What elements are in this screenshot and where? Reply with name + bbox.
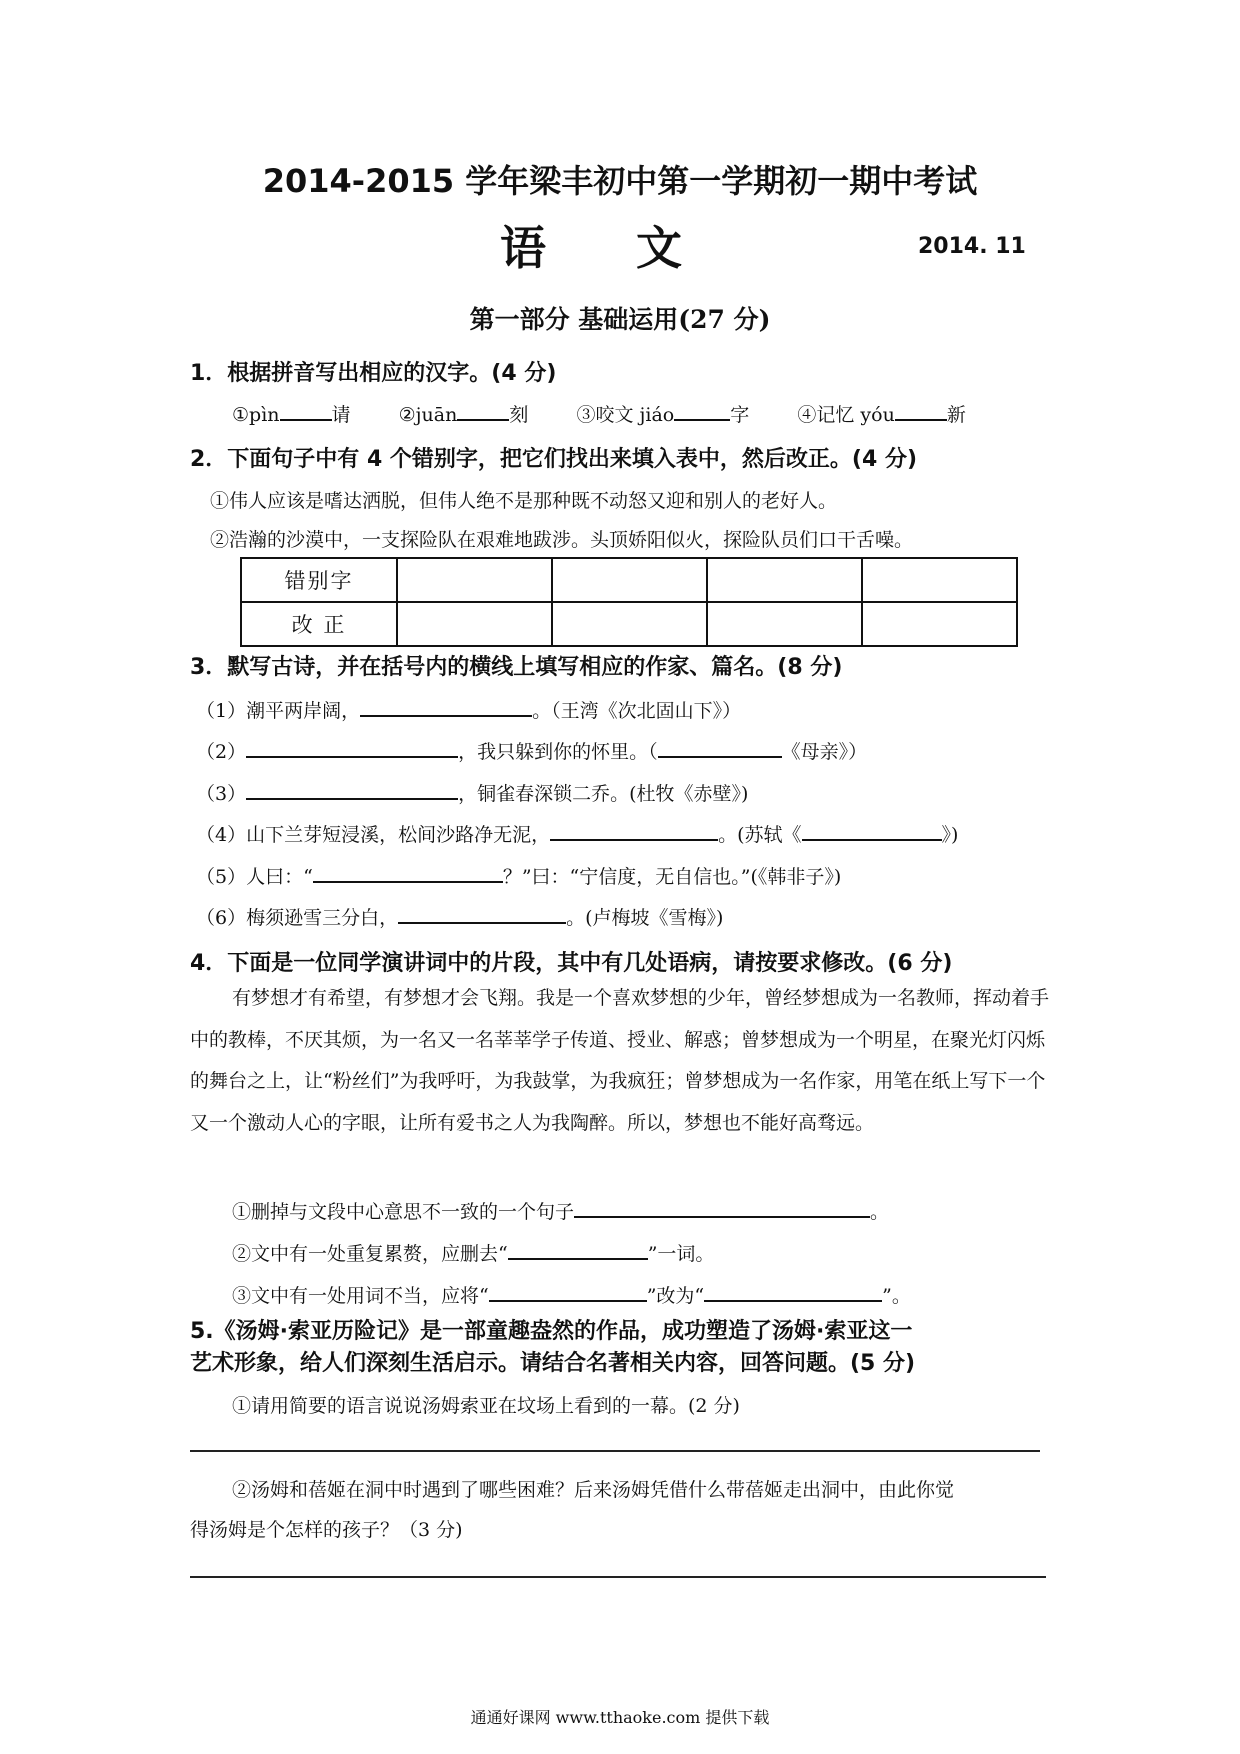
- q3-l3-text: ，铜雀春深锁二乔。(杜牧《赤壁》): [458, 783, 749, 805]
- part-title: 第一部分 基础运用(27 分): [469, 305, 771, 334]
- q3-l1-source: 。（王湾《次北固山下》）: [532, 700, 742, 722]
- q4-blank-2[interactable]: [508, 1240, 648, 1260]
- q3-l4-source: 。(苏轼《: [718, 824, 802, 846]
- q3-blank-2b[interactable]: [658, 738, 782, 758]
- q2-sentence-2: ②浩瀚的沙漠中，一支探险队在艰难地跋涉。头顶娇阳似火，探险队员们口干舌噪。: [210, 529, 914, 551]
- q3-blank-4[interactable]: [550, 821, 718, 841]
- q3-line-2: [196, 737, 867, 764]
- table-cell[interactable]: [707, 558, 862, 602]
- q4-item-1-text: ①删掉与文段中心意思不一致的一个句子: [232, 1201, 575, 1223]
- footer-credit: 通通好课网 www.tthaoke.com 提供下载: [470, 1708, 770, 1727]
- q4-item-1: [232, 1197, 889, 1224]
- row-label-correct: 改 正: [241, 602, 397, 646]
- q1-blank-4[interactable]: [895, 401, 947, 421]
- q1-item-2-prefix: ②juān: [398, 404, 458, 426]
- q4-item-2: [232, 1239, 714, 1266]
- q3-line-5: [196, 862, 841, 889]
- q4-item-2-end: ”一词。: [647, 1243, 715, 1265]
- answer-line-1[interactable]: [190, 1450, 1040, 1452]
- q3-blank-2[interactable]: [246, 738, 458, 758]
- q3-l2-source: 《母亲》）: [781, 741, 868, 763]
- answer-line-2[interactable]: [190, 1576, 1046, 1578]
- question-2-title: 2．下面句子中有 4 个错别字，把它们找出来填入表中，然后改正。(4 分): [190, 447, 918, 472]
- q1-item-2-suffix: 刻: [509, 404, 529, 426]
- q5-item-1: ①请用简要的语言说说汤姆索亚在坟场上看到的一幕。(2 分): [232, 1395, 740, 1417]
- table-cell[interactable]: [862, 602, 1017, 646]
- table-cell[interactable]: [552, 558, 707, 602]
- table-cell[interactable]: [862, 558, 1017, 602]
- q3-l2-text: ，我只躲到你的怀里。（: [458, 741, 658, 763]
- q3-l4-text: （4）山下兰芽短浸溪，松间沙路净无泥，: [196, 824, 551, 846]
- table-cell[interactable]: [707, 602, 862, 646]
- q4-passage: 有梦想才有希望，有梦想才会飞翔。我是一个喜欢梦想的少年，曾经梦想成为一名教师，挥动着手中的教棒，不厌其烦，为一名又一名莘莘学子传道、授业、解惑；曾梦想成为一个明星，在聚光灯闪烁的舞台之上，让“粉丝们”为我呼吁，为我鼓掌，为我疯狂；曾梦想成为一名作家，用笔在纸上写下一个又一个激动人心的字眼，让所有爱书之人为我陶醉。所以，梦想也不能好高骛远。: [190, 987, 1050, 1134]
- q1-item-3-prefix: ③咬文 jiáo: [576, 404, 675, 426]
- q1-blank-2[interactable]: [457, 401, 509, 421]
- q3-line-1: [196, 696, 741, 723]
- q4-item-3: [232, 1281, 911, 1308]
- q4-blank-1[interactable]: [574, 1198, 870, 1218]
- question-4-title: 4．下面是一位同学演讲词中的片段，其中有几处语病，请按要求修改。(6 分): [190, 951, 953, 976]
- q3-blank-4b[interactable]: [802, 821, 942, 841]
- q3-line-3: [196, 779, 748, 806]
- table-row: [241, 602, 1017, 646]
- question-5-title-line-1: 5.《汤姆·索亚历险记》是一部童趣盎然的作品，成功塑造了汤姆·索亚这一: [190, 1319, 913, 1344]
- q3-blank-5[interactable]: [313, 863, 503, 883]
- q3-line-6: [196, 903, 723, 930]
- table-row: [241, 558, 1017, 602]
- q4-item-3-mid: ”改为“: [646, 1285, 705, 1307]
- q4-blank-3b[interactable]: [704, 1282, 882, 1302]
- q1-blank-1[interactable]: [280, 401, 332, 421]
- q1-item-4-suffix: 新: [946, 404, 966, 426]
- question-1-items: [232, 400, 966, 427]
- q3-l5-source: ？”曰：“宁信度，无自信也。”(《韩非子》): [502, 866, 842, 888]
- q4-item-2-text: ②文中有一处重复累赘，应删去“: [232, 1243, 508, 1265]
- q3-l6-source: 。(卢梅坡《雪梅》): [566, 907, 724, 929]
- error-table: [240, 557, 1018, 647]
- q3-blank-3[interactable]: [246, 780, 458, 800]
- q1-item-1-prefix: ①pìn: [232, 404, 280, 426]
- exam-title: 2014-2015 学年梁丰初中第一学期初一期中考试: [262, 162, 978, 200]
- q3-line-4: [196, 820, 958, 847]
- q1-blank-3[interactable]: [674, 401, 730, 421]
- q3-l1-text: （1）潮平两岸阔，: [196, 700, 361, 722]
- table-cell[interactable]: [397, 602, 552, 646]
- q3-blank-1[interactable]: [360, 697, 532, 717]
- q3-l3-num: （3）: [196, 783, 247, 805]
- question-1-title: 1．根据拼音写出相应的汉字。(4 分): [190, 361, 557, 386]
- q1-item-1-suffix: 请: [331, 404, 351, 426]
- table-cell[interactable]: [397, 558, 552, 602]
- q4-item-1-end: 。: [870, 1201, 890, 1223]
- q5-item-2-line-1: ②汤姆和蓓姬在洞中时遇到了哪些困难？后来汤姆凭借什么带蓓姬走出洞中，由此你觉: [232, 1479, 955, 1501]
- subject-title: 语文: [500, 221, 772, 275]
- question-5-title-line-2: 艺术形象，给人们深刻生活启示。请结合名著相关内容，回答问题。(5 分): [190, 1351, 916, 1376]
- q4-blank-3a[interactable]: [489, 1282, 647, 1302]
- q3-l5-text: （5）人曰：“: [196, 866, 313, 888]
- q1-item-4-prefix: ④记忆 yóu: [797, 404, 895, 426]
- q4-item-3-end: ”。: [882, 1285, 911, 1307]
- q5-item-2-line-2: 得汤姆是个怎样的孩子？（3 分): [190, 1519, 463, 1541]
- q1-item-3-suffix: 字: [730, 404, 750, 426]
- q4-item-3-text: ③文中有一处用词不当，应将“: [232, 1285, 489, 1307]
- question-3-title: 3．默写古诗，并在括号内的横线上填写相应的作家、篇名。(8 分): [190, 655, 843, 680]
- row-label-wrong: 错别字: [241, 558, 397, 602]
- q2-sentence-1: ①伟人应该是嗜达洒脱，但伟人绝不是那种既不动怒又迎和别人的老好人。: [210, 490, 838, 512]
- exam-date: 2014. 11: [918, 234, 1026, 259]
- table-cell[interactable]: [552, 602, 707, 646]
- q3-l2-num: （2）: [196, 741, 247, 763]
- q3-l6-text: （6）梅须逊雪三分白，: [196, 907, 399, 929]
- q3-l4-close: 》): [941, 824, 959, 846]
- q3-blank-6[interactable]: [398, 904, 566, 924]
